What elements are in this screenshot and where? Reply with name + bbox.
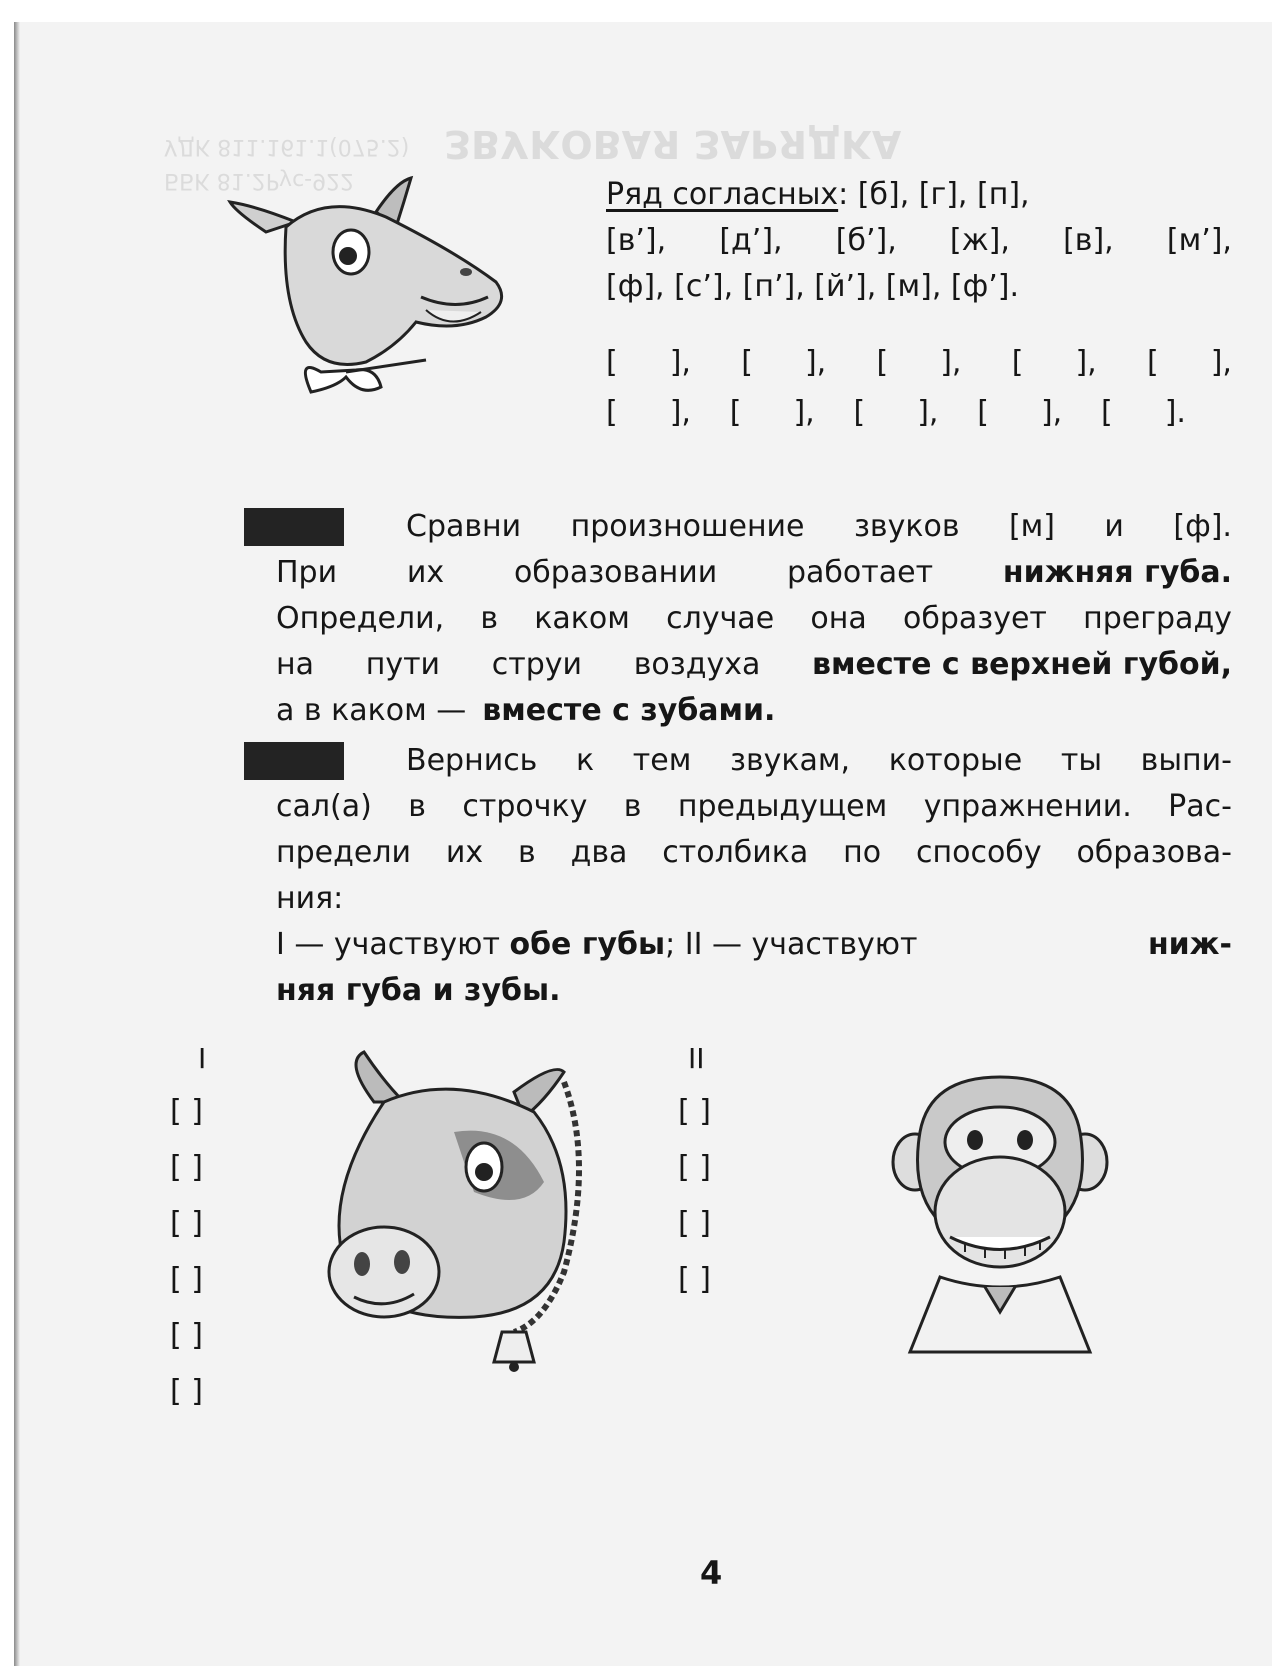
page-number: 4	[700, 1554, 723, 1592]
answer-bracket[interactable]: [ ]	[170, 1094, 203, 1129]
ex1-line2	[606, 218, 1232, 263]
ex1-blank-row-2: [ ], [ ], [ ], [ ], [ ].	[606, 395, 1186, 430]
exercise-2-text: Сравни произношение звуков [м] и [ф]. При их образовании работает нижняя губа. Определи, в каком случае она образует преграду на пути струи воздуха вместе с верхней губой, а в каком — вместе с зубами.	[276, 509, 1232, 728]
ex1-sound: [в’],	[606, 223, 667, 258]
ex1-sound: [б’],	[835, 223, 897, 258]
ex1-sound: [м’],	[1166, 223, 1232, 258]
answer-bracket[interactable]: [ ]	[170, 1318, 203, 1353]
answer-bracket[interactable]: [ ]	[678, 1206, 711, 1241]
answer-bracket[interactable]: [ ]	[678, 1150, 711, 1185]
answer-bracket[interactable]: [ ]	[170, 1374, 203, 1409]
bleed-through-title: ЗВУКОВАЯ ЗАРЯДКА	[444, 122, 902, 166]
ex1-line1-rest: : [б], [г], [п],	[838, 177, 1030, 212]
ex1-sound: [ж],	[949, 223, 1010, 258]
answer-bracket[interactable]: [ ]	[170, 1150, 203, 1185]
answer-bracket[interactable]: [ ]	[678, 1094, 711, 1129]
workbook-page	[14, 22, 1272, 1666]
answer-bracket[interactable]: [ ]	[170, 1206, 203, 1241]
ex1-line3: [ф], [с’], [п’], [й’], [м], [ф’].	[606, 269, 1020, 304]
bleed-through-udk: УДК 811.161.1(075.2)	[164, 134, 410, 159]
ex1-sound: [д’],	[719, 223, 783, 258]
ex1-heading: Ряд согласных	[606, 177, 839, 212]
ex1-line1	[606, 172, 1232, 217]
column-label-II: II	[688, 1042, 705, 1075]
answer-bracket[interactable]: [ ]	[678, 1262, 711, 1297]
ex1-blank-row-1: [ ], [ ], [ ], [ ], [ ],	[606, 345, 1232, 380]
giraffe-illustration	[226, 172, 516, 402]
exercise-3-text: Вернись к тем звукам, которые ты выпи- сал(а) в строчку в предыдущем упражнении. Рас- предели их в два столбика по способу образова- ния: I — участвуют обе губы; II — участвуют ниж- няя губа и зубы.	[276, 743, 1232, 1008]
bleed-through-bbk: ББК 81.2Рус-922	[164, 168, 355, 193]
cow-illustration	[314, 1042, 634, 1382]
column-label-I: I	[198, 1042, 207, 1075]
monkey-illustration	[890, 1072, 1110, 1362]
ex1-sound: [в],	[1063, 223, 1114, 258]
answer-bracket[interactable]: [ ]	[170, 1262, 203, 1297]
